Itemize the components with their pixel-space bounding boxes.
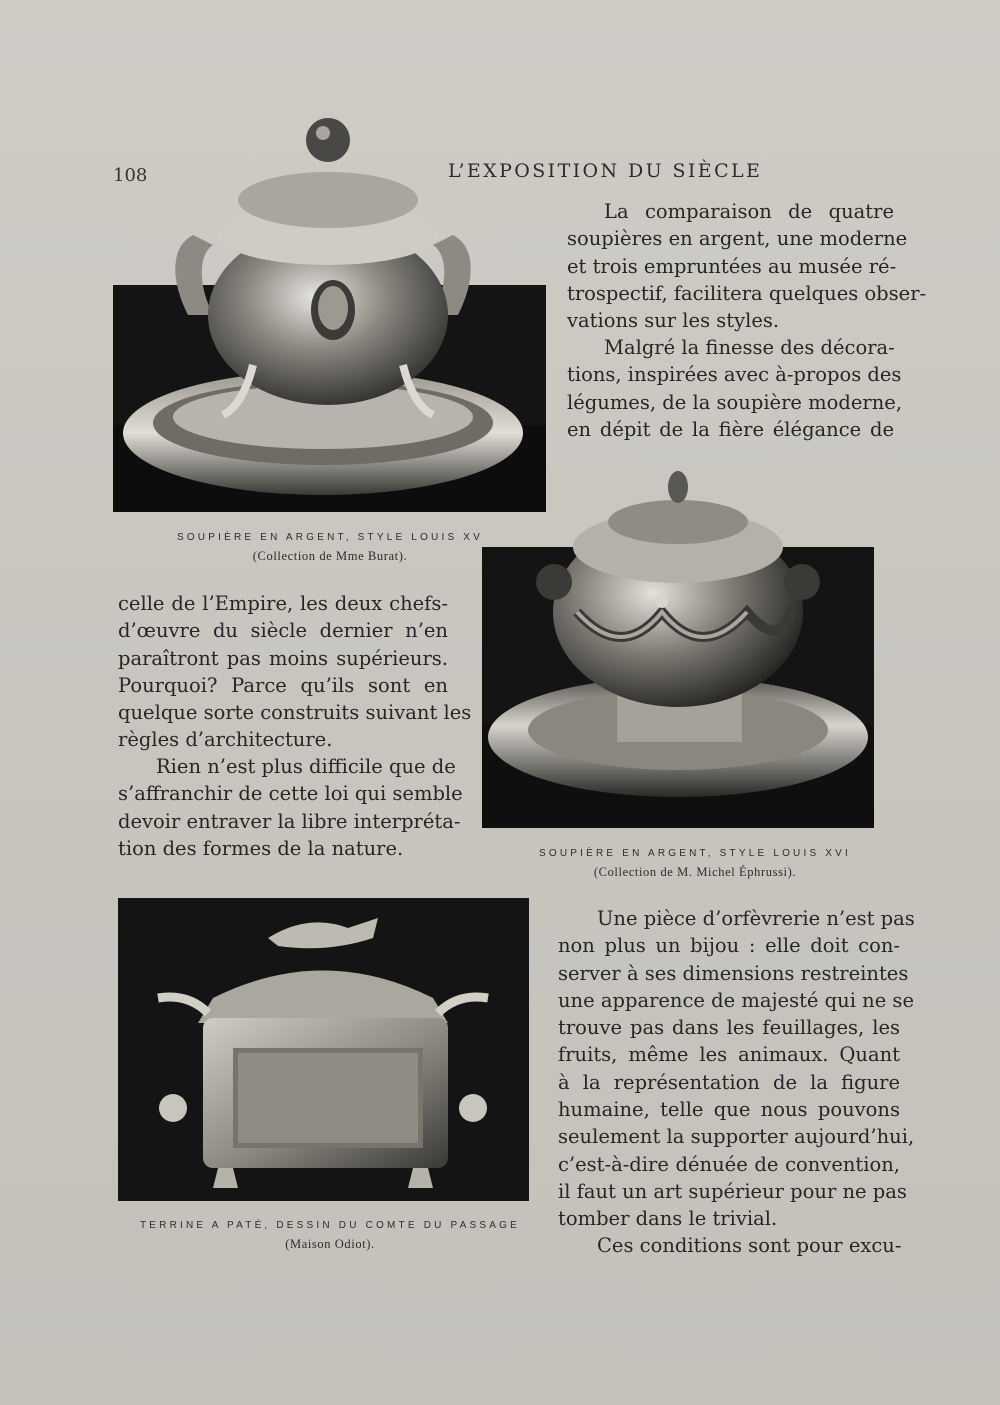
text-line: Malgré la finesse des décora- bbox=[604, 336, 895, 359]
paragraph-conditions bbox=[558, 1232, 900, 1259]
text-line: Ces conditions sont pour excu- bbox=[597, 1234, 902, 1257]
text-line: devoir entraver la libre interpréta- bbox=[118, 809, 461, 833]
text-line: quelque sorte construits suivant les bbox=[118, 701, 472, 725]
text-line: La comparaison de quatre bbox=[604, 200, 894, 223]
caption-collection: (Maison Odiot). bbox=[285, 1237, 375, 1251]
text-line: trouve pas dans les feuillages, les bbox=[558, 1016, 900, 1040]
caption-figure-1 bbox=[130, 532, 530, 564]
text-line: tions, inspirées avec à-propos des bbox=[567, 363, 902, 387]
caption-title: SOUPIÈRE EN ARGENT, STYLE LOUIS XVI bbox=[538, 848, 852, 859]
photo-soupiere-louis-xv bbox=[113, 95, 546, 512]
soupiere-louis-xv-image bbox=[113, 95, 546, 512]
photo-soupiere-louis-xvi bbox=[482, 462, 874, 828]
paragraph-rien bbox=[118, 753, 463, 862]
caption-figure-2 bbox=[500, 848, 890, 880]
text-line: soupières en argent, une moderne bbox=[567, 227, 908, 251]
text-line: trospectif, facilitera quelques obser- bbox=[567, 281, 927, 305]
text-line: et trois empruntées au musée ré- bbox=[567, 254, 897, 278]
soupiere-louis-xvi-image bbox=[482, 462, 874, 828]
photo-terrine-a-pate bbox=[118, 898, 529, 1201]
text-line: s’affranchir de cette loi qui semble bbox=[118, 782, 463, 806]
page-number: 108 bbox=[113, 165, 148, 186]
text-line: seulement la supporter aujourd’hui, bbox=[558, 1125, 915, 1149]
text-line: Pourquoi? Parce qu’ils sont en bbox=[118, 673, 448, 697]
text-line: il faut un art supérieur pour ne pas bbox=[558, 1179, 907, 1203]
text-line: Rien n’est plus difficile que de bbox=[156, 755, 456, 778]
text-line: fruits, même les animaux. Quant bbox=[558, 1043, 900, 1067]
caption-collection: (Collection de M. Michel Éphrussi). bbox=[593, 865, 797, 879]
running-title: L’EXPOSITION DU SIÈCLE bbox=[448, 160, 763, 182]
text-line: vations sur les styles. bbox=[567, 309, 780, 333]
text-line: humaine, telle que nous pouvons bbox=[558, 1098, 900, 1122]
text-line: d’œuvre du siècle dernier n’en bbox=[118, 619, 448, 643]
text-line: paraîtront pas moins supérieurs. bbox=[118, 646, 448, 670]
text-line: en dépit de la fière élégance de bbox=[567, 417, 894, 441]
paragraph-empire bbox=[118, 590, 472, 754]
text-line: tion des formes de la nature. bbox=[118, 836, 404, 860]
paragraph-comparaison bbox=[567, 198, 927, 334]
text-line: non plus un bijou : elle doit con- bbox=[558, 934, 900, 958]
text-line: à la représentation de la figure bbox=[558, 1070, 900, 1094]
caption-title: SOUPIÈRE EN ARGENT, STYLE LOUIS XV bbox=[176, 532, 484, 543]
text-line: Une pièce d’orfèvrerie n’est pas bbox=[597, 907, 915, 930]
text-line: une apparence de majesté qui ne se bbox=[558, 988, 914, 1012]
text-line: tomber dans le trivial. bbox=[558, 1207, 778, 1231]
paragraph-malgre bbox=[567, 334, 903, 443]
caption-title: TERRINE A PATÉ, DESSIN DU COMTE DU PASSAGE bbox=[139, 1220, 520, 1231]
text-line: celle de l’Empire, les deux chefs- bbox=[118, 592, 448, 615]
text-line: server à ses dimensions restreintes bbox=[558, 961, 909, 985]
text-line: règles d’architecture. bbox=[118, 728, 333, 752]
text-line: légumes, de la soupière moderne, bbox=[567, 390, 903, 414]
terrine-a-pate-image bbox=[118, 898, 529, 1201]
caption-figure-3 bbox=[120, 1220, 540, 1252]
paragraph-orfevrerie bbox=[558, 905, 915, 1233]
caption-collection: (Collection de Mme Burat). bbox=[252, 549, 408, 563]
text-line: c’est-à-dire dénuée de convention, bbox=[558, 1152, 900, 1176]
